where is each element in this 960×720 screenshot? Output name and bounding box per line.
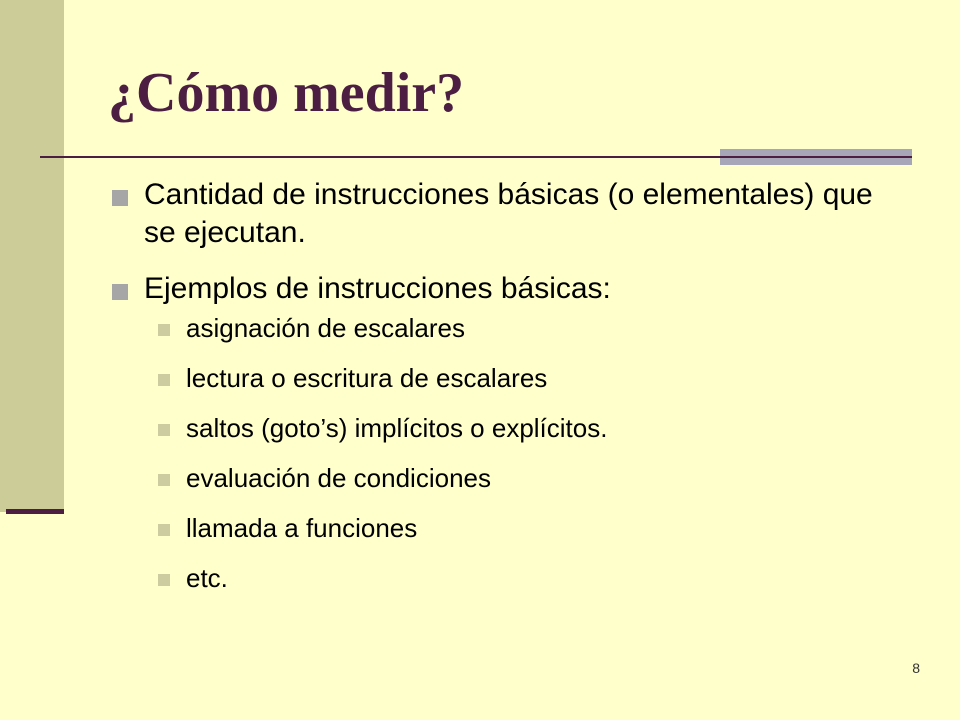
sub-bullet-text: etc. <box>186 563 228 593</box>
bullet-list <box>108 176 908 612</box>
square-bullet-icon <box>158 474 170 486</box>
sub-bullet-item <box>156 512 908 544</box>
bullet-item <box>108 176 908 252</box>
sub-bullet-item <box>156 562 908 594</box>
left-band-cap <box>6 509 64 514</box>
title-rule-accent-line <box>720 156 912 158</box>
sub-bullet-text: lectura o escritura de escalares <box>186 363 548 393</box>
square-bullet-icon <box>158 574 170 586</box>
slide-title: ¿Cómo medir? <box>108 62 465 124</box>
square-bullet-icon <box>112 190 128 206</box>
sub-bullet-list <box>144 312 908 594</box>
sub-bullet-text: evaluación de condiciones <box>186 463 491 493</box>
sub-bullet-item <box>156 462 908 494</box>
slide-number: 8 <box>912 660 920 676</box>
square-bullet-icon <box>158 324 170 336</box>
left-decorative-band <box>0 0 64 512</box>
sub-bullet-text: saltos (goto’s) implícitos o explícitos. <box>186 413 608 443</box>
sub-bullet-item <box>156 312 908 344</box>
sub-bullet-text: asignación de escalares <box>186 313 465 343</box>
sub-bullet-item <box>156 412 908 444</box>
bullet-text: Cantidad de instrucciones básicas (o elementales) que se ejecutan. <box>144 178 873 249</box>
sub-bullet-text: llamada a funciones <box>186 513 418 543</box>
bullet-text: Ejemplos de instrucciones básicas: <box>144 272 611 305</box>
square-bullet-icon <box>112 284 128 300</box>
sub-bullet-item <box>156 362 908 394</box>
square-bullet-icon <box>158 374 170 386</box>
square-bullet-icon <box>158 524 170 536</box>
square-bullet-icon <box>158 424 170 436</box>
bullet-item <box>108 270 908 594</box>
